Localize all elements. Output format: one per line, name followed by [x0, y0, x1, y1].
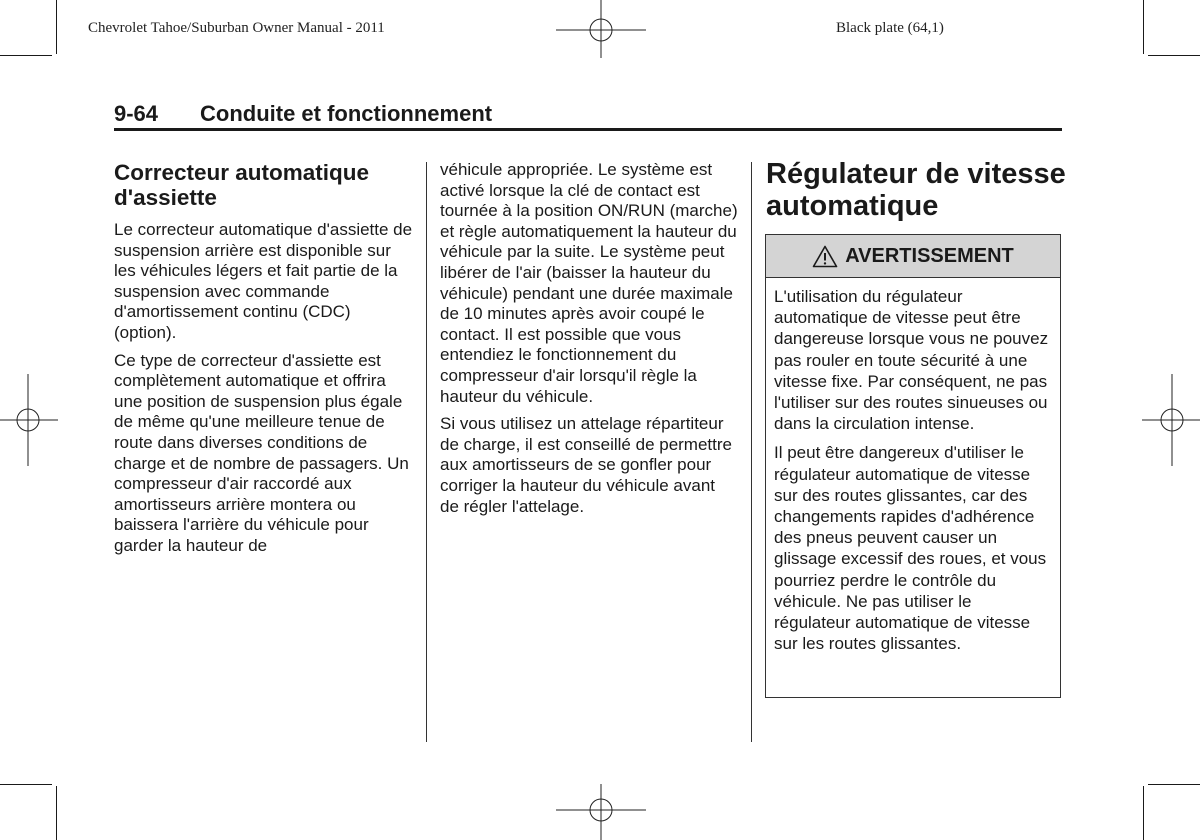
- column-1: [114, 160, 414, 564]
- warning-triangle-icon: [812, 245, 838, 268]
- warning-label: AVERTISSEMENT: [845, 244, 1014, 267]
- paragraph: Le correcteur automatique d'assiette de suspension arrière est disponible sur les véhicules légers et fait partie de la suspension avec commande d'amortissement continu (CDC) (option).: [114, 220, 413, 342]
- paragraph: véhicule appropriée. Le système est activé lorsque la clé de contact est tournée à la position ON/RUN (marche) et règle automatiquement la hauteur du véhicule par la suite. Le système peut libérer de l'air (baisser la hauteur du véhicule) pendant une durée maximale de 10 minutes après avoir coupé le contact. Il est possible que vous entendiez le fonctionnement du compresseur d'air lorsqu'il règle la hauteur du véhicule.: [440, 160, 738, 406]
- registration-mark-icon: [0, 374, 60, 466]
- crop-mark: [1148, 55, 1200, 56]
- crop-mark: [1143, 786, 1144, 840]
- column-2: [440, 160, 738, 524]
- paragraph: Si vous utilisez un attelage répartiteur de charge, il est conseillé de permettre aux amortisseurs de se gonfler pour corriger la hauteur du véhicule avant de régler l'attelage.: [440, 414, 732, 516]
- paragraph: Ce type de correcteur d'assiette est complètement automatique et offrira une position de suspension plus égale de même qu'une meilleure tenue de route dans diverses conditions de charge et de nombre de passagers. Un compresseur d'air raccordé aux amortisseurs arrière montera ou baissera l'arrière du véhicule pour garder la hauteur de: [114, 350, 409, 555]
- page-number: 9-64: [114, 101, 159, 126]
- subsection-title: Correcteur automatique d'assiette: [114, 160, 370, 210]
- page-heading: [114, 101, 1062, 127]
- running-header-left: Chevrolet Tahoe/Suburban Owner Manual - 2011: [88, 20, 385, 36]
- running-header-right: Black plate (64,1): [836, 20, 944, 36]
- crop-mark: [1143, 0, 1144, 54]
- paragraph: Il peut être dangereux d'utiliser le régulateur automatique de vitesse sur des routes glissantes, car des changements rapides d'adhérence des pneus peuvent causer un glissage excessif des roues, et vous pourriez perdre le contrôle du véhicule. Ne pas utiliser le régulateur automatique de vitesse sur les routes glissantes.: [774, 443, 1047, 654]
- section-heading: Régulateur de vitesse automatique: [766, 158, 1066, 222]
- registration-mark-icon: [1140, 374, 1200, 466]
- warning-box: [765, 234, 1061, 698]
- warning-header: [766, 235, 1060, 278]
- section-title: Conduite et fonctionnement: [200, 101, 493, 126]
- warning-body: [766, 278, 1060, 654]
- registration-mark-icon: [556, 0, 646, 60]
- crop-mark: [56, 786, 57, 840]
- crop-mark: [0, 55, 52, 56]
- paragraph: L'utilisation du régulateur automatique de vitesse peut être dangereuse lorsque vous ne pouvez pas rouler en toute sécurité à une vitesse fixe. Par conséquent, ne pas l'utiliser sur des routes sinueuses ou dans la circulation intense.: [774, 287, 1049, 434]
- registration-mark-icon: [556, 782, 646, 840]
- crop-mark: [1148, 784, 1200, 785]
- crop-mark: [56, 0, 57, 54]
- crop-mark: [0, 784, 52, 785]
- heading-rule: [114, 128, 1062, 131]
- column-divider: [751, 162, 752, 742]
- column-divider: [426, 162, 427, 742]
